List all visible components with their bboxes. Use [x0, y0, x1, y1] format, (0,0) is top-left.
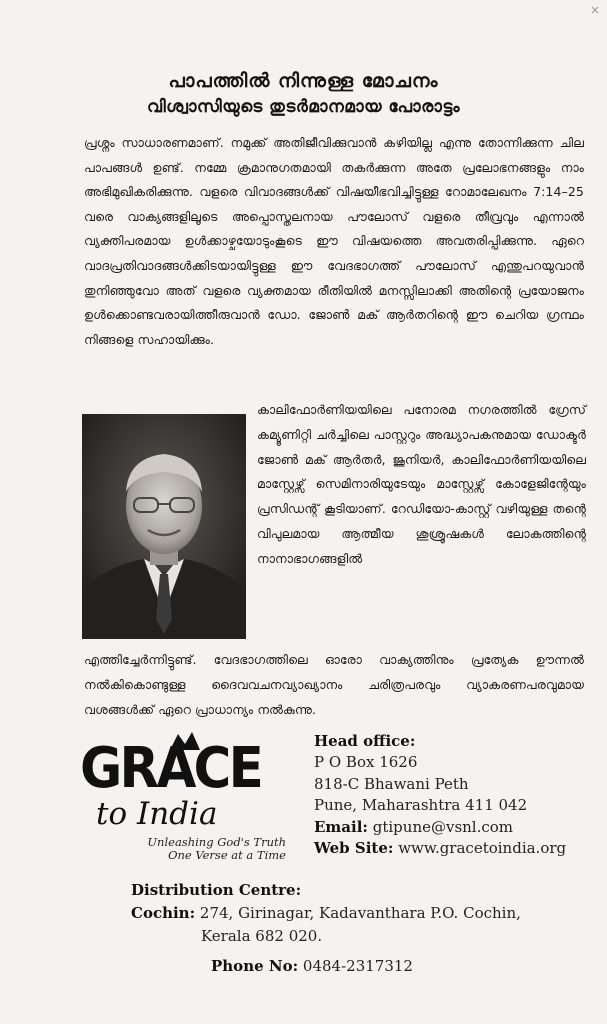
distribution-address-1: 274, Girinagar, Kadavanthara P.O. Cochin, [199, 904, 521, 922]
website-url[interactable]: www.gracetoindia.org [398, 839, 567, 858]
corner-mark-icon [591, 6, 599, 14]
head-office-label: Head office: [314, 732, 416, 750]
distribution-city-label: Cochin: [131, 904, 196, 922]
website-label: Web Site: [314, 839, 394, 858]
head-office-line-2: 818-C Bhawani Peth [314, 774, 469, 793]
grace-to-india-logo [76, 728, 298, 868]
book-subtitle: വിശ്വാസിയുടെ തുടർമാനമായ പോരാട്ടം [147, 97, 460, 117]
head-office-line-1: P O Box 1626 [314, 753, 418, 772]
distribution-address-2: Kerala 682 020. [201, 927, 323, 945]
distribution-centre-block [131, 879, 521, 948]
author-bio-continued: എത്തിച്ചേർന്നിട്ടുണ്ട്. വേദഭാഗത്തിലെ ഓരോ വാക്യത്തിനും പ്രത്യേക ഊന്നൽ നൽകികൊണ്ടുള്ള ദൈവവചനവ്യാഖ്യാനം ചരിത്രപരവും വ്യാകരണപരവുമായ വശങ്ങൾക്ക് ഏറെ പ്രാധാന്യം നൽകുന്നു. [84, 652, 584, 717]
author-photo [82, 414, 246, 639]
phone-label: Phone No: [211, 957, 299, 975]
tagline-line-1: Unleashing God's Truth [147, 835, 286, 849]
tagline-line-2: One Verse at a Time [168, 848, 286, 862]
email-label: Email: [314, 817, 368, 836]
head-office-line-3: Pune, Maharashtra 411 042 [314, 796, 528, 815]
book-title: പാപത്തിൽ നിന്നുള്ള മോചനം [168, 70, 439, 92]
logo-brand-text: GRACE [80, 736, 262, 801]
phone-number[interactable]: 0484-2317312 [302, 957, 413, 975]
phone-block [211, 957, 413, 975]
logo-tagline [136, 836, 286, 862]
author-bio-side: കാലിഫോർണിയയിലെ പനോരമ നഗരത്തിൽ ഗ്രേസ് കമ്യൂണിറ്റി ചർച്ചിലെ പാസ്റ്ററും അദ്ധ്യാപകനുമായ ഡോക്ടർ ജോൺ മക് ആർതർ, ജൂനിയർ, കാലിഫോർണിയയിലെ മാസ്റ്റേഴ്സ് സെമിനാരിയുടേയും മാസ്റ്റേഴ്സ് കോളേജിന്റേയും പ്രസിഡന്റ് കൂടിയാണ്. റേഡിയോ-കാസ്റ്റ് വഴിയുള്ള തന്റെ വിപുലമായ ആത്മീയ ശുശ്രൂഷകൾ ലോകത്തിന്റെ നാനാഭാഗങ്ങളിൽ [257, 402, 586, 566]
email-row [314, 817, 566, 838]
logo-flame-icon [168, 730, 202, 752]
logo-to-india-text: to India [96, 796, 218, 832]
intro-paragraph: പ്രശ്നം സാധാരണമാണ്. നമുക്ക് അതിജീവിക്കുവാൻ കഴിയില്ല എന്നു തോന്നിക്കുന്ന ചില പാപങ്ങൾ ഉണ്ട്. നമ്മേ ക്രമാനുഗതമായി തകർക്കുന്ന അതേ പ്രലോഭനങ്ങളും നാം അഭിമുഖികരിക്കുന്നു. വളരെ വിവാദങ്ങൾക്ക് വിഷയീഭവിച്ചിട്ടുള്ള റോമാലേഖനം 7:14–25 വരെ വാക്യങ്ങളിലൂടെ അപ്പൊസ്തലനായ പൗലോസ് വളരെ തീവ്രവും എന്നാൽ വ്യക്തിപരമായ ഉൾക്കാഴ്ചയോടുംകൂടെ ഈ വിഷയത്തെ അവതരിപ്പിക്കുന്നു. ഏറെ വാദപ്രതിവാദങ്ങൾക്കിടയായിട്ടുള്ള ഈ വേദഭാഗത്ത് പൗലോസ് എന്തുപറയുവാൻ തുനിഞ്ഞുവോ അത് വളരെ വ്യക്തമായ രീതിയിൽ മനസ്സിലാക്കി അതിന്റെ പ്രയോജനം ഉൾക്കൊണ്ടവരായിത്തീരുവാൻ ഡോ. ജോൺ മക് ആർതറിന്റെ ഈ ചെറിയ ഗ്രന്ഥം നിങ്ങളെ സഹായിക്കും. [84, 135, 584, 347]
head-office-block [314, 731, 566, 859]
distribution-line-1 [131, 902, 521, 925]
email-address[interactable]: gtipune@vsnl.com [372, 817, 514, 836]
distribution-label: Distribution Centre: [131, 881, 302, 899]
website-row [314, 838, 566, 859]
